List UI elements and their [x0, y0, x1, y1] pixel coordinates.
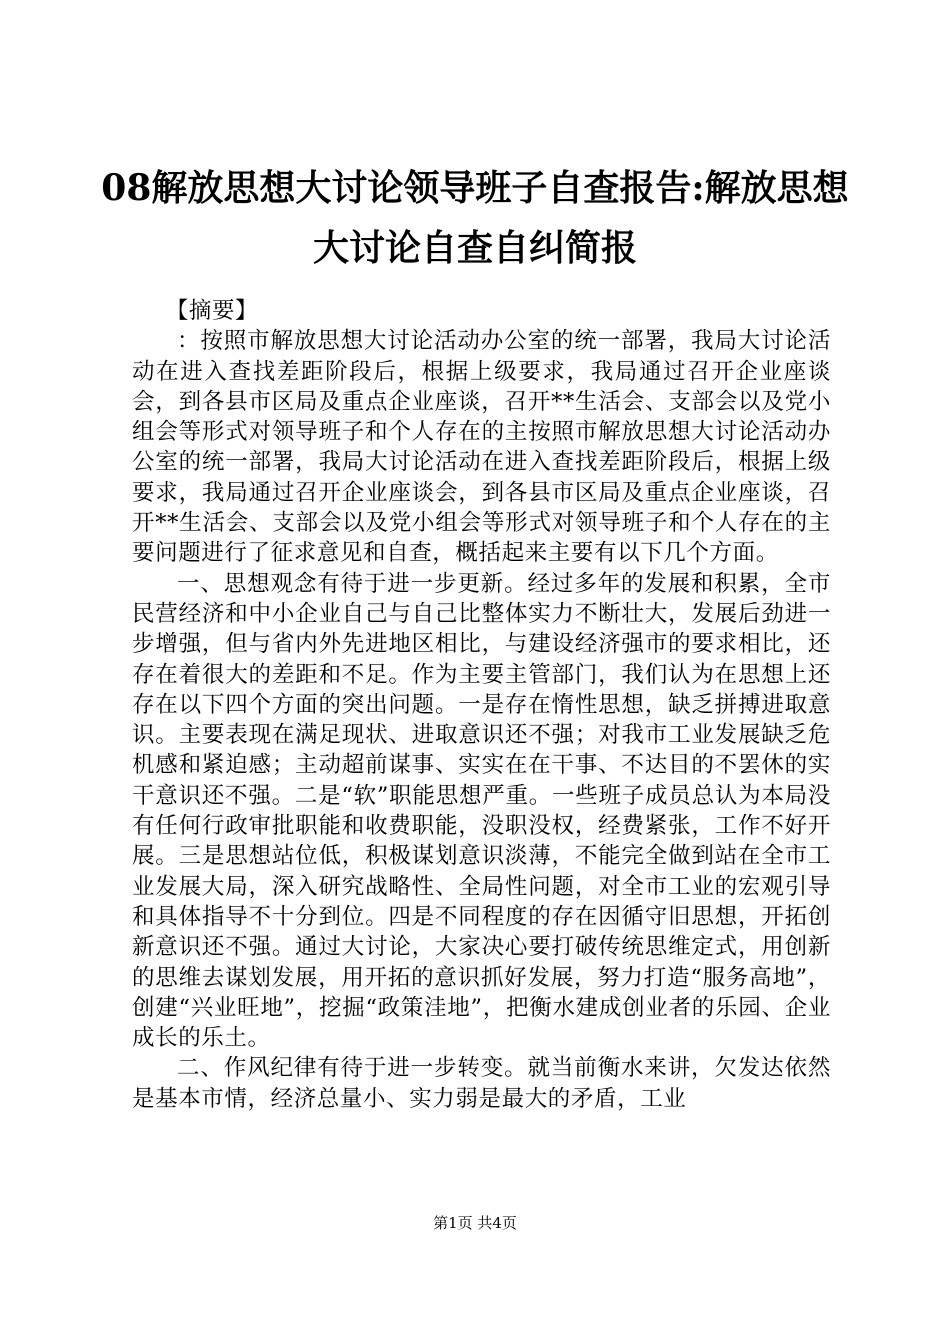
abstract-label: 【摘要】: [165, 298, 259, 324]
paragraph-section-1: 一、思想观念有待于进一步更新。经过多年的发展和积累，全市民营经济和中小企业自己与自己比整体实力不断壮大，发展后劲进一步增强，但与省内外先进地区相比，与建设经济强市的要求相比，还存在着很大的差距和不足。作为主要主管部门，我们认为在思想上还存在以下四个方面的突出问题。一是存在惰性思想，缺乏拼搏进取意识。主要表现在满足现状、进取意识还不强；对我市工业发展缺乏危机感和紧迫感；主动超前谋事、实实在在干事、不达目的不罢休的实干意识还不强。二是“软”职能思想严重。一些班子成员总认为本局没有任何行政审批职能和收费职能，没职没权，经费紧张，工作不好开展。三是思想站位低，积极谋划意识淡薄，不能完全做到站在全市工业发展大局，深入研究战略性、全局性问题，对全市工业的宏观引导和具体指导不十分到位。四是不同程度的存在因循守旧思想，开拓创新意识还不强。通过大讨论，大家决心要打破传统思维定式，用创新的思维去谋划发展，用开拓的意识抓好发展，努力打造“服务高地”，创建“兴业旺地”，挖掘“政策洼地”，把衡水建成创业者的乐园、企业成长的乐土。: [132, 570, 831, 1052]
page-footer: 第1页 共4页: [433, 1214, 517, 1232]
document-title: 08解放思想大讨论领导班子自查报告:解放思想大讨论自查自纠简报: [101, 167, 849, 269]
paragraph-section-2: 二、作风纪律有待于进一步转变。就当前衡水来讲，欠发达依然是基本市情，经济总量小、实力弱是最大的矛盾，工业: [132, 1055, 831, 1112]
paragraph-abstract: ：按照市解放思想大讨论活动办公室的统一部署，我局大讨论活动在进入查找差距阶段后，根据上级要求，我局通过召开企业座谈会，到各县市区局及重点企业座谈，召开**生活会、支部会以及党小组会等形式对领导班子和个人存在的主按照市解放思想大讨论活动办公室的统一部署，我局大讨论活动在进入查找差距阶段后，根据上级要求，我局通过召开企业座谈会，到各县市区局及重点企业座谈，召开**生活会、支部会以及党小组会等形式对领导班子和个人存在的主要问题进行了征求意见和自查，概括起来主要有以下几个方面。: [132, 328, 831, 567]
document-body: [132, 296, 831, 1114]
